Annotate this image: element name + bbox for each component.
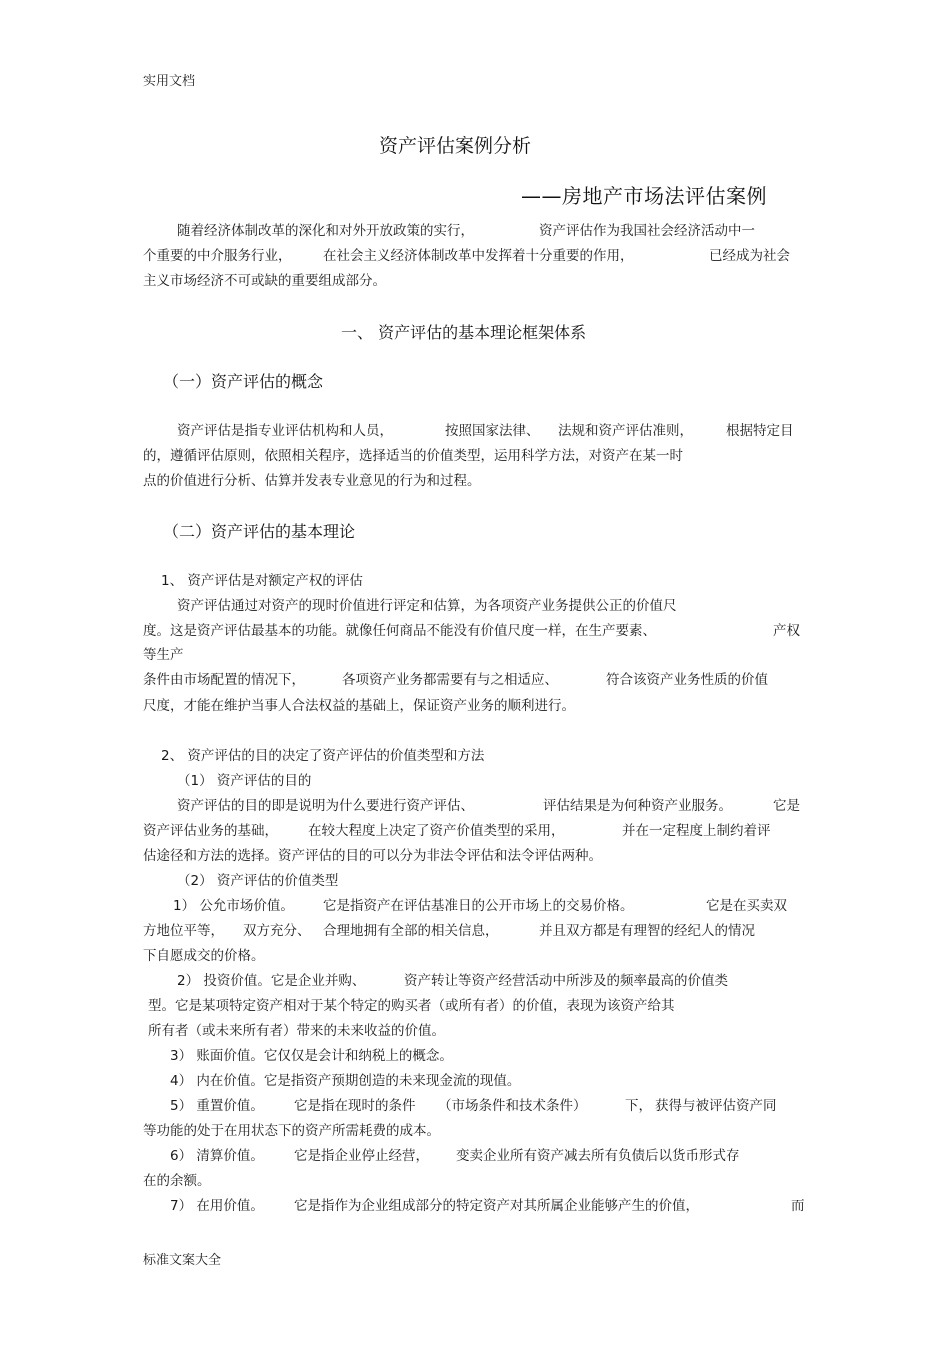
type-1-line-2d: 并且双方都是有理智的经纪人的情况 — [539, 923, 755, 939]
intro-line-1b: 资产评估作为我国社会经济活动中一 — [539, 223, 755, 239]
purpose-heading: （1） 资产评估的目的 — [177, 773, 312, 789]
type-5-line-1a: 5） 重置价值。 — [170, 1098, 264, 1114]
type-5-line-1d: 下， — [625, 1098, 652, 1114]
type-2-line-1b: 资产转让等资产经营活动中所涉及的频率最高的价值类 — [404, 973, 728, 989]
document-subtitle: ——房地产市场法评估案例 — [521, 184, 767, 208]
type-1-line-2b: 双方充分、 — [243, 923, 311, 939]
type-6-line-1a: 6） 清算价值。 — [170, 1148, 264, 1164]
type-7-line-1a: 7） 在用价值。 — [170, 1198, 264, 1214]
type-6-line-1b: 它是指企业停止经营， — [294, 1148, 429, 1164]
intro-line-1a: 随着经济体制改革的深化和对外开放政策的实行， — [177, 223, 474, 239]
type-3-line: 3） 账面价值。它仅仅是会计和纳税上的概念。 — [170, 1048, 453, 1064]
type-6-line-1c: 变卖企业所有资产减去所有负债后以货币形式存 — [456, 1148, 740, 1164]
type-7-line-1b: 它是指作为企业组成部分的特定资产对其所属企业能够产生的价值， — [294, 1198, 699, 1214]
item-2-heading: 2、 资产评估的目的决定了资产评估的价值类型和方法 — [161, 748, 485, 764]
item-1-line-5: 尺度，才能在维护当事人合法权益的基础上，保证资产业务的顺利进行。 — [143, 698, 575, 714]
page-header: 实用文档 — [143, 74, 196, 89]
type-1-line-1b: 它是指资产在评估基准日的公开市场上的交易价格。 — [323, 898, 634, 914]
item-1-line-2a: 度。这是资产评估最基本的功能。就像任何商品不能没有价值尺度一样，在生产要素、 — [143, 623, 656, 639]
concept-line-1c: 法规和资产评估准则， — [558, 423, 693, 439]
item-1-line-4b: 各项资产业务都需要有与之相适应、 — [342, 672, 558, 688]
subsection-heading-concept: （一）资产评估的概念 — [163, 372, 324, 391]
intro-line-2b: 在社会主义经济体制改革中发挥着十分重要的作用， — [323, 248, 634, 264]
purpose-line-2a: 资产评估业务的基础， — [143, 823, 278, 839]
purpose-line-1c: 它是 — [773, 798, 800, 814]
type-5-line-1e: 获得与被评估资产同 — [655, 1098, 777, 1114]
type-5-line-1c: （市场条件和技术条件） — [438, 1098, 587, 1114]
subsection-heading-theory: （二）资产评估的基本理论 — [163, 522, 356, 541]
item-1-line-4c: 符合该资产业务性质的价值 — [606, 672, 768, 688]
intro-line-3: 主义市场经济不可或缺的重要组成部分。 — [143, 273, 386, 289]
type-2-line-1a: 2） 投资价值。它是企业并购、 — [177, 973, 366, 989]
purpose-line-1a: 资产评估的目的即是说明为什么要进行资产评估、 — [177, 798, 474, 814]
intro-line-2a: 个重要的中介服务行业， — [143, 248, 292, 264]
item-1-line-1: 资产评估通过对资产的现时价值进行评定和估算，为各项资产业务提供公正的价值尺 — [177, 598, 677, 614]
item-1-line-4a: 条件由市场配置的情况下， — [143, 672, 305, 688]
purpose-line-2b: 在较大程度上决定了资产价值类型的采用， — [308, 823, 565, 839]
type-6-line-2: 在的余额。 — [143, 1173, 211, 1189]
intro-line-2c: 已经成为社会 — [709, 248, 790, 264]
type-1-line-2c: 合理地拥有全部的相关信息， — [323, 923, 499, 939]
type-5-line-2: 等功能的处于在用状态下的资产所需耗费的成本。 — [143, 1123, 440, 1139]
purpose-line-2c: 并在一定程度上制约着评 — [622, 823, 771, 839]
type-1-line-2a: 方地位平等， — [143, 923, 224, 939]
type-1-line-1a: 1） 公允市场价值。 — [173, 898, 294, 914]
concept-line-1b: 按照国家法律、 — [445, 423, 540, 439]
concept-line-1d: 根据特定目 — [726, 423, 794, 439]
concept-line-2: 的，遵循评估原则，依照相关程序，选择适当的价值类型，运用科学方法，对资产在某一时 — [143, 448, 683, 464]
item-1-line-3: 等生产 — [143, 647, 184, 663]
type-4-line: 4） 内在价值。它是指资产预期创造的未来现金流的现值。 — [170, 1073, 521, 1089]
type-2-line-3: 所有者（或未来所有者）带来的未来收益的价值。 — [148, 1023, 445, 1039]
type-1-line-1c: 它是在买卖双 — [706, 898, 787, 914]
concept-line-3: 点的价值进行分析、估算并发表专业意见的行为和过程。 — [143, 473, 481, 489]
type-5-line-1b: 它是指在现时的条件 — [294, 1098, 416, 1114]
item-1-line-2b: 产权 — [773, 623, 800, 639]
type-2-line-2: 型。它是某项特定资产相对于某个特定的购买者（或所有者）的价值，表现为该资产给其 — [148, 998, 675, 1014]
item-1-heading: 1、 资产评估是对额定产权的评估 — [161, 573, 363, 589]
document-title: 资产评估案例分析 — [379, 135, 532, 157]
concept-line-1a: 资产评估是指专业评估机构和人员， — [177, 423, 393, 439]
page-footer: 标准文案大全 — [143, 1253, 222, 1268]
type-7-line-1c: 而 — [791, 1198, 805, 1214]
type-1-line-3: 下自愿成交的价格。 — [143, 948, 265, 964]
purpose-line-1b: 评估结果是为何种资产业服务。 — [543, 798, 732, 814]
section-heading-1: 一、 资产评估的基本理论框架体系 — [341, 323, 587, 342]
value-types-heading: （2） 资产评估的价值类型 — [177, 873, 339, 889]
purpose-line-3: 估途径和方法的选择。资产评估的目的可以分为非法令评估和法令评估两种。 — [143, 848, 602, 864]
